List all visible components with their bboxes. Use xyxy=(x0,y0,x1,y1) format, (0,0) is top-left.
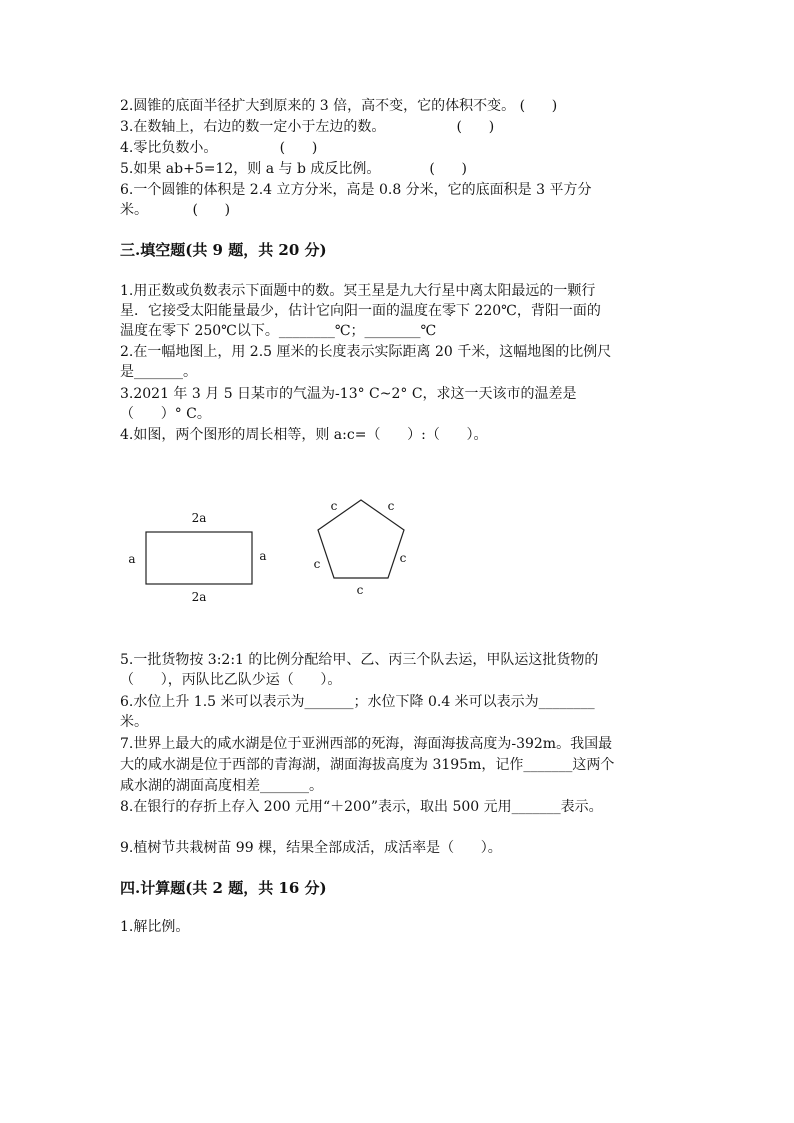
fill-q2-line1: 2.在一幅地图上，用 2.5 厘米的长度表示实际距离 20 千米，这幅地图的比例尺 xyxy=(120,344,612,360)
judgment-q3: 3.在数轴上，右边的数一定小于左边的数。 ( ) xyxy=(120,119,495,135)
section4-heading: 四.计算题(共 2 题，共 16 分) xyxy=(120,879,327,897)
fill-q6-line1: 6.水位上升 1.5 米可以表示为_______；水位下降 0.4 米可以表示为________ xyxy=(120,694,595,710)
fill-q7-line2: 大的咸水湖是位于西部的青海湖，湖面海拔高度为 3195m，记作_______这两个 xyxy=(120,757,615,773)
fill-q2-line2: 是_______。 xyxy=(120,364,197,380)
fill-q5-line2: （ ），丙队比乙队少运（ ）。 xyxy=(120,672,342,688)
perimeter-figure xyxy=(120,490,420,610)
judgment-q6-line1: 6.一个圆锥的体积是 2.4 立方分米，高是 0.8 分米，它的底面积是 3 平方分 xyxy=(120,182,592,198)
fill-q1-line2: 星．它接受太阳能量最少，估计它向阳一面的温度在零下 220℃，背阳一面的 xyxy=(120,303,601,319)
pent-label-top-left: c xyxy=(330,499,338,513)
pent-label-left: c xyxy=(313,557,321,571)
calc-q1-line1: 1.解比例。 xyxy=(120,919,190,935)
rect-bottom-label: 2a xyxy=(191,590,207,604)
fill-q5-line1: 5.一批货物按 3:2:1 的比例分配给甲、乙、丙三个队去运，甲队运这批货物的 xyxy=(120,652,599,668)
rect-right-label: a xyxy=(259,549,267,563)
judgment-q2: 2.圆锥的底面半径扩大到原来的 3 倍，高不变，它的体积不变。 ( ) xyxy=(120,98,558,114)
judgment-q5: 5.如果 ab+5=12，则 a 与 b 成反比例。 ( ) xyxy=(120,161,467,177)
rect-left-label: a xyxy=(128,552,136,566)
pent-label-top-right: c xyxy=(387,499,395,513)
fill-q1-line1: 1.用正数或负数表示下面题中的数。冥王星是九大行星中离太阳最远的一颗行 xyxy=(120,283,596,299)
fill-q6-line2: 米。 xyxy=(120,714,148,730)
fill-q8-line1: 8.在银行的存折上存入 200 元用“＋200”表示，取出 500 元用_______表示。 xyxy=(120,799,603,815)
rect-top-label: 2a xyxy=(191,511,207,525)
judgment-q4: 4.零比负数小。 ( ) xyxy=(120,140,318,156)
fill-q7-line1: 7.世界上最大的咸水湖是位于亚洲西部的死海，海面海拔高度为-392m。我国最 xyxy=(120,736,613,752)
fill-q9-line1: 9.植树节共栽树苗 99 棵，结果全部成活，成活率是（ ）。 xyxy=(120,840,502,856)
judgment-q6-line2: 米。 ( ) xyxy=(120,202,231,218)
rectangle-shape xyxy=(146,532,252,584)
fill-q7-line3: 咸水湖的湖面高度相差_______。 xyxy=(120,778,323,794)
fill-q1-line3: 温度在零下 250℃以下。________℃；________℃ xyxy=(120,323,437,339)
fill-q3-line1: 3.2021 年 3 月 5 日某市的气温为-13° C~2° C，求这一天该市的温差是 xyxy=(120,386,577,402)
pent-label-bottom: c xyxy=(356,583,364,597)
fill-q4-line1: 4.如图，两个图形的周长相等，则 a:c=（ ）:（ ）。 xyxy=(120,427,488,443)
pent-label-right: c xyxy=(399,551,407,565)
section3-heading: 三.填空题(共 9 题，共 20 分) xyxy=(120,241,327,259)
fill-q3-line2: （ ）° C。 xyxy=(120,406,211,422)
